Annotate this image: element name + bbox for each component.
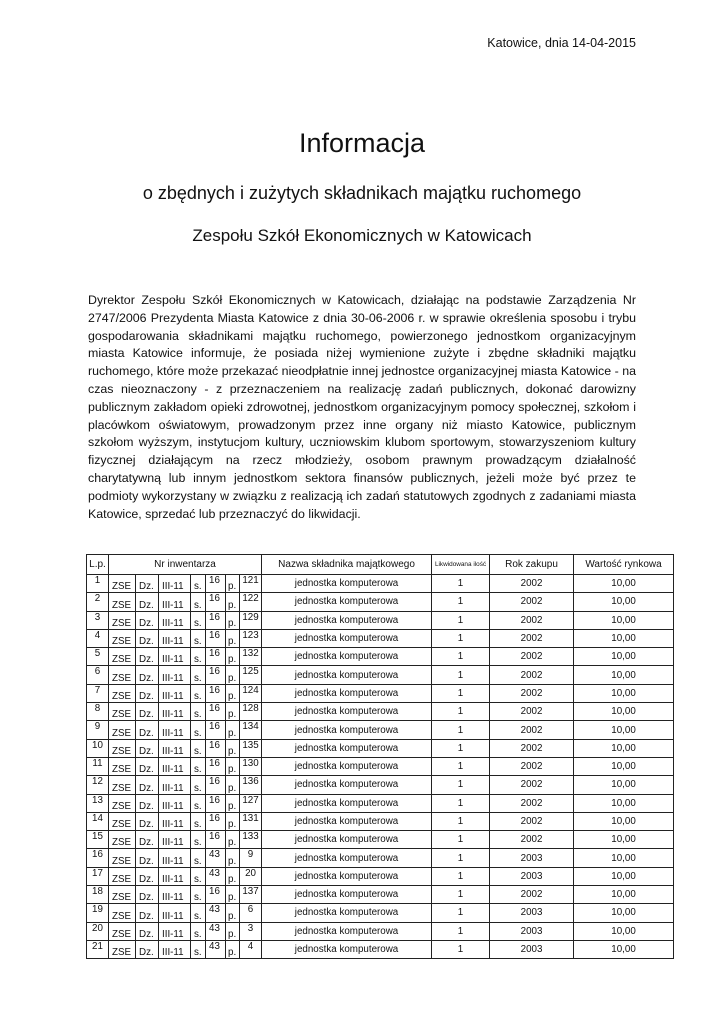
item-value: 10,00: [574, 666, 674, 684]
inv-prefix: ZSE: [109, 666, 136, 684]
item-year: 2002: [490, 703, 574, 721]
item-quantity: 1: [432, 721, 490, 739]
item-value: 10,00: [574, 703, 674, 721]
inv-s: s.: [191, 849, 206, 867]
inv-dz: Dz.: [136, 757, 159, 775]
item-name: jednostka komputerowa: [262, 648, 432, 666]
item-name: jednostka komputerowa: [262, 776, 432, 794]
row-lp: 14: [87, 812, 109, 830]
item-quantity: 1: [432, 703, 490, 721]
item-value: 10,00: [574, 904, 674, 922]
inv-s: s.: [191, 739, 206, 757]
inv-s: s.: [191, 831, 206, 849]
inv-p: p.: [226, 812, 240, 830]
inv-position: 122: [240, 593, 262, 611]
inv-group: III-11: [159, 849, 191, 867]
inv-p: p.: [226, 922, 240, 940]
item-name: jednostka komputerowa: [262, 886, 432, 904]
item-value: 10,00: [574, 812, 674, 830]
body-paragraph: Dyrektor Zespołu Szkół Ekonomicznych w Katowicach, działając na podstawie Zarządzenia Nr 2747/2006 Prezydenta Miasta Katowice z dnia 30-06-2006 r. w sprawie określenia sposobu i trybu gospodarowania składnikami majątku ruchomego, powierzonego jednostkom organizacyjnym miasta Katowice informuje, że posiada niżej wymienione zużyte i zbędne składniki majątku ruchomego, które może przekazać nieodpłatnie innej jednostce organizacyjnej miasta Katowice - na czas nieoznaczony - z przeznaczeniem na realizację zadań publicznych, dokonać darowizny publicznym zakładom opieki zdrowotnej, jednostkom organizacyjnym pomocy społecznej, szkołom i placówkom oświatowym, prowadzonym przez inne organy niż miasto Katowice, publicznym szkołom wyższym, instytucjom kultury, uczniowskim klubom sportowym, stowarzyszeniom kultury fizycznej działającym na rzecz młodzieży, osobom prawnym prowadzącym działalność charytatywną lub innym jednostkom sektora finansów publicznych, jeżeli może być przez te podmioty wykorzystany w związku z realizacją ich zadań statutowych zgodnych z zadaniami miasta Katowice, sprzedać lub przeznaczyć do likwidacji.: [88, 293, 636, 521]
table-row: [87, 629, 674, 647]
inv-dz: Dz.: [136, 684, 159, 702]
inv-section: 16: [206, 776, 226, 794]
table-row: [87, 666, 674, 684]
inv-group: III-11: [159, 593, 191, 611]
inv-position: 127: [240, 794, 262, 812]
inv-dz: Dz.: [136, 867, 159, 885]
item-quantity: 1: [432, 940, 490, 958]
inv-p: p.: [226, 776, 240, 794]
inv-s: s.: [191, 611, 206, 629]
inv-section: 16: [206, 648, 226, 666]
row-lp: 3: [87, 611, 109, 629]
item-name: jednostka komputerowa: [262, 757, 432, 775]
item-value: 10,00: [574, 886, 674, 904]
inv-position: 123: [240, 629, 262, 647]
inv-p: p.: [226, 886, 240, 904]
item-quantity: 1: [432, 629, 490, 647]
item-year: 2002: [490, 739, 574, 757]
inv-group: III-11: [159, 922, 191, 940]
inv-group: III-11: [159, 739, 191, 757]
inv-position: 135: [240, 739, 262, 757]
inv-section: 16: [206, 629, 226, 647]
inv-dz: Dz.: [136, 593, 159, 611]
item-value: 10,00: [574, 593, 674, 611]
table-row: [87, 812, 674, 830]
inv-p: p.: [226, 666, 240, 684]
row-lp: 4: [87, 629, 109, 647]
item-name: jednostka komputerowa: [262, 922, 432, 940]
inv-dz: Dz.: [136, 904, 159, 922]
inv-p: p.: [226, 831, 240, 849]
inv-position: 3: [240, 922, 262, 940]
row-lp: 1: [87, 575, 109, 593]
inv-prefix: ZSE: [109, 922, 136, 940]
inv-s: s.: [191, 922, 206, 940]
item-name: jednostka komputerowa: [262, 703, 432, 721]
row-lp: 16: [87, 849, 109, 867]
item-year: 2003: [490, 904, 574, 922]
item-quantity: 1: [432, 904, 490, 922]
inv-group: III-11: [159, 575, 191, 593]
item-quantity: 1: [432, 739, 490, 757]
inv-position: 131: [240, 812, 262, 830]
inv-section: 16: [206, 721, 226, 739]
item-value: 10,00: [574, 757, 674, 775]
inv-dz: Dz.: [136, 575, 159, 593]
item-year: 2002: [490, 611, 574, 629]
item-value: 10,00: [574, 867, 674, 885]
item-year: 2002: [490, 721, 574, 739]
table-row: [87, 940, 674, 958]
table-row: [87, 593, 674, 611]
inv-p: p.: [226, 721, 240, 739]
inv-group: III-11: [159, 666, 191, 684]
inv-section: 43: [206, 922, 226, 940]
item-name: jednostka komputerowa: [262, 904, 432, 922]
inv-s: s.: [191, 666, 206, 684]
inv-s: s.: [191, 794, 206, 812]
inv-position: 125: [240, 666, 262, 684]
item-value: 10,00: [574, 849, 674, 867]
item-quantity: 1: [432, 867, 490, 885]
inventory-table: [86, 554, 674, 959]
item-value: 10,00: [574, 831, 674, 849]
item-quantity: 1: [432, 593, 490, 611]
inv-dz: Dz.: [136, 666, 159, 684]
inv-prefix: ZSE: [109, 721, 136, 739]
inv-position: 128: [240, 703, 262, 721]
row-lp: 10: [87, 739, 109, 757]
inv-p: p.: [226, 648, 240, 666]
item-name: jednostka komputerowa: [262, 940, 432, 958]
inv-section: 16: [206, 611, 226, 629]
item-name: jednostka komputerowa: [262, 867, 432, 885]
school-name: Zespołu Szkół Ekonomicznych w Katowicach: [192, 226, 532, 245]
item-value: 10,00: [574, 611, 674, 629]
row-lp: 18: [87, 886, 109, 904]
item-name: jednostka komputerowa: [262, 849, 432, 867]
inv-dz: Dz.: [136, 940, 159, 958]
item-year: 2003: [490, 867, 574, 885]
inv-prefix: ZSE: [109, 940, 136, 958]
item-name: jednostka komputerowa: [262, 739, 432, 757]
inv-section: 16: [206, 757, 226, 775]
table-row: [87, 703, 674, 721]
inv-dz: Dz.: [136, 739, 159, 757]
inv-group: III-11: [159, 776, 191, 794]
inv-section: 16: [206, 886, 226, 904]
item-quantity: 1: [432, 575, 490, 593]
item-value: 10,00: [574, 575, 674, 593]
inv-section: 16: [206, 593, 226, 611]
inv-group: III-11: [159, 611, 191, 629]
item-name: jednostka komputerowa: [262, 666, 432, 684]
table-row: [87, 721, 674, 739]
inv-prefix: ZSE: [109, 757, 136, 775]
item-quantity: 1: [432, 611, 490, 629]
inv-dz: Dz.: [136, 721, 159, 739]
inv-prefix: ZSE: [109, 776, 136, 794]
inv-s: s.: [191, 629, 206, 647]
inv-prefix: ZSE: [109, 867, 136, 885]
inv-prefix: ZSE: [109, 886, 136, 904]
row-lp: 13: [87, 794, 109, 812]
item-value: 10,00: [574, 922, 674, 940]
item-value: 10,00: [574, 648, 674, 666]
inv-s: s.: [191, 648, 206, 666]
page-title: Informacja: [298, 128, 426, 158]
item-value: 10,00: [574, 684, 674, 702]
table-row: [87, 648, 674, 666]
inv-position: 137: [240, 886, 262, 904]
item-quantity: 1: [432, 849, 490, 867]
inv-s: s.: [191, 593, 206, 611]
document-date: Katowice, dnia 14-04-2015: [487, 36, 636, 50]
row-lp: 7: [87, 684, 109, 702]
item-name: jednostka komputerowa: [262, 575, 432, 593]
item-name: jednostka komputerowa: [262, 593, 432, 611]
inv-s: s.: [191, 886, 206, 904]
inv-position: 9: [240, 849, 262, 867]
inv-p: p.: [226, 575, 240, 593]
row-lp: 11: [87, 757, 109, 775]
item-value: 10,00: [574, 776, 674, 794]
inv-dz: Dz.: [136, 849, 159, 867]
header-inventory-number: Nr inwentarza: [109, 555, 262, 575]
inv-section: 16: [206, 684, 226, 702]
inv-section: 16: [206, 703, 226, 721]
row-lp: 12: [87, 776, 109, 794]
item-quantity: 1: [432, 812, 490, 830]
row-lp: 8: [87, 703, 109, 721]
table-row: [87, 575, 674, 593]
item-quantity: 1: [432, 684, 490, 702]
inv-group: III-11: [159, 904, 191, 922]
item-name: jednostka komputerowa: [262, 721, 432, 739]
item-value: 10,00: [574, 721, 674, 739]
inv-group: III-11: [159, 886, 191, 904]
row-lp: 17: [87, 867, 109, 885]
inv-dz: Dz.: [136, 648, 159, 666]
item-year: 2002: [490, 757, 574, 775]
item-quantity: 1: [432, 757, 490, 775]
table-row: [87, 684, 674, 702]
inv-p: p.: [226, 703, 240, 721]
inv-p: p.: [226, 611, 240, 629]
table-row: [87, 757, 674, 775]
item-year: 2002: [490, 629, 574, 647]
inv-p: p.: [226, 593, 240, 611]
item-quantity: 1: [432, 886, 490, 904]
row-lp: 5: [87, 648, 109, 666]
inv-prefix: ZSE: [109, 904, 136, 922]
inv-position: 130: [240, 757, 262, 775]
inv-dz: Dz.: [136, 611, 159, 629]
table-row: [87, 739, 674, 757]
table-row: [87, 831, 674, 849]
inv-p: p.: [226, 629, 240, 647]
inv-position: 132: [240, 648, 262, 666]
inv-dz: Dz.: [136, 794, 159, 812]
inv-p: p.: [226, 867, 240, 885]
item-year: 2002: [490, 886, 574, 904]
inv-group: III-11: [159, 648, 191, 666]
inv-section: 16: [206, 666, 226, 684]
inv-group: III-11: [159, 831, 191, 849]
item-value: 10,00: [574, 940, 674, 958]
item-year: 2002: [490, 794, 574, 812]
inv-s: s.: [191, 904, 206, 922]
page-subtitle: o zbędnych i zużytych składnikach majątku ruchomego: [142, 183, 582, 203]
item-quantity: 1: [432, 794, 490, 812]
table-row: [87, 776, 674, 794]
inv-prefix: ZSE: [109, 812, 136, 830]
inv-section: 43: [206, 940, 226, 958]
header-quantity: Likwidowana ilość: [432, 555, 490, 575]
inv-section: 43: [206, 849, 226, 867]
inv-prefix: ZSE: [109, 831, 136, 849]
item-value: 10,00: [574, 739, 674, 757]
inv-s: s.: [191, 721, 206, 739]
inv-prefix: ZSE: [109, 794, 136, 812]
header-lp: L.p.: [87, 555, 109, 575]
item-year: 2002: [490, 684, 574, 702]
item-quantity: 1: [432, 776, 490, 794]
inv-p: p.: [226, 757, 240, 775]
inv-group: III-11: [159, 721, 191, 739]
inv-s: s.: [191, 684, 206, 702]
row-lp: 9: [87, 721, 109, 739]
inv-prefix: ZSE: [109, 611, 136, 629]
item-name: jednostka komputerowa: [262, 831, 432, 849]
table-row: [87, 904, 674, 922]
table-row: [87, 922, 674, 940]
inv-section: 43: [206, 904, 226, 922]
inv-group: III-11: [159, 940, 191, 958]
item-value: 10,00: [574, 794, 674, 812]
table-row: [87, 849, 674, 867]
item-name: jednostka komputerowa: [262, 629, 432, 647]
inv-s: s.: [191, 757, 206, 775]
inv-position: 121: [240, 575, 262, 593]
inv-dz: Dz.: [136, 629, 159, 647]
item-name: jednostka komputerowa: [262, 684, 432, 702]
inv-position: 124: [240, 684, 262, 702]
header-purchase-year: Rok zakupu: [490, 555, 574, 575]
item-year: 2002: [490, 593, 574, 611]
inv-group: III-11: [159, 757, 191, 775]
inv-p: p.: [226, 849, 240, 867]
inv-group: III-11: [159, 812, 191, 830]
inv-prefix: ZSE: [109, 849, 136, 867]
inv-s: s.: [191, 703, 206, 721]
inv-section: 16: [206, 812, 226, 830]
item-year: 2002: [490, 812, 574, 830]
inv-prefix: ZSE: [109, 648, 136, 666]
header-item-name: Nazwa składnika majątkowego: [262, 555, 432, 575]
row-lp: 21: [87, 940, 109, 958]
table-body: [87, 575, 674, 959]
item-year: 2002: [490, 575, 574, 593]
inv-prefix: ZSE: [109, 629, 136, 647]
inv-position: 134: [240, 721, 262, 739]
table-row: [87, 886, 674, 904]
inv-dz: Dz.: [136, 703, 159, 721]
item-name: jednostka komputerowa: [262, 812, 432, 830]
inv-position: 20: [240, 867, 262, 885]
inv-position: 129: [240, 611, 262, 629]
inv-section: 16: [206, 575, 226, 593]
inv-p: p.: [226, 904, 240, 922]
table-header-row: [87, 555, 674, 575]
inv-dz: Dz.: [136, 886, 159, 904]
inv-section: 43: [206, 867, 226, 885]
table-row: [87, 794, 674, 812]
inv-prefix: ZSE: [109, 575, 136, 593]
item-year: 2003: [490, 849, 574, 867]
inv-group: III-11: [159, 867, 191, 885]
table-row: [87, 867, 674, 885]
inv-dz: Dz.: [136, 776, 159, 794]
inv-s: s.: [191, 812, 206, 830]
inv-s: s.: [191, 867, 206, 885]
inv-section: 16: [206, 794, 226, 812]
item-year: 2002: [490, 648, 574, 666]
item-year: 2002: [490, 831, 574, 849]
inv-p: p.: [226, 684, 240, 702]
inv-section: 16: [206, 739, 226, 757]
inv-p: p.: [226, 739, 240, 757]
row-lp: 6: [87, 666, 109, 684]
inv-position: 136: [240, 776, 262, 794]
inv-dz: Dz.: [136, 812, 159, 830]
inv-prefix: ZSE: [109, 684, 136, 702]
inv-dz: Dz.: [136, 831, 159, 849]
header-market-value: Wartość rynkowa: [574, 555, 674, 575]
item-quantity: 1: [432, 666, 490, 684]
inv-position: 133: [240, 831, 262, 849]
item-quantity: 1: [432, 831, 490, 849]
inv-s: s.: [191, 575, 206, 593]
inv-section: 16: [206, 831, 226, 849]
inv-position: 6: [240, 904, 262, 922]
inv-group: III-11: [159, 684, 191, 702]
inv-group: III-11: [159, 703, 191, 721]
item-year: 2002: [490, 776, 574, 794]
row-lp: 20: [87, 922, 109, 940]
inv-group: III-11: [159, 629, 191, 647]
inv-prefix: ZSE: [109, 703, 136, 721]
inv-p: p.: [226, 794, 240, 812]
item-name: jednostka komputerowa: [262, 794, 432, 812]
inv-dz: Dz.: [136, 922, 159, 940]
inv-group: III-11: [159, 794, 191, 812]
inv-s: s.: [191, 940, 206, 958]
inv-position: 4: [240, 940, 262, 958]
row-lp: 2: [87, 593, 109, 611]
table-row: [87, 611, 674, 629]
inv-s: s.: [191, 776, 206, 794]
item-year: 2003: [490, 940, 574, 958]
item-year: 2002: [490, 666, 574, 684]
item-quantity: 1: [432, 648, 490, 666]
item-year: 2003: [490, 922, 574, 940]
item-value: 10,00: [574, 629, 674, 647]
row-lp: 19: [87, 904, 109, 922]
inv-prefix: ZSE: [109, 593, 136, 611]
item-name: jednostka komputerowa: [262, 611, 432, 629]
row-lp: 15: [87, 831, 109, 849]
item-quantity: 1: [432, 922, 490, 940]
inv-prefix: ZSE: [109, 739, 136, 757]
inv-p: p.: [226, 940, 240, 958]
